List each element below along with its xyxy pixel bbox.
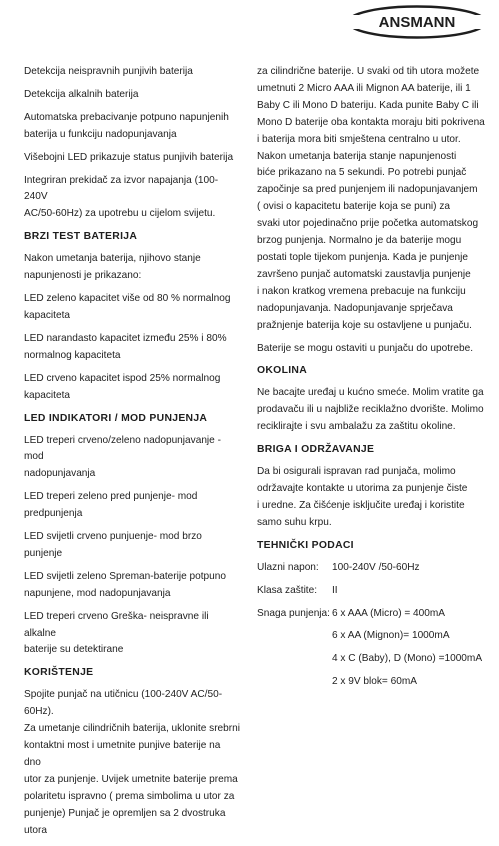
feature-item: Detekcija alkalnih baterija bbox=[24, 88, 139, 100]
spec-label: Snaga punjenja: bbox=[257, 607, 330, 619]
paragraph: Nakon umetanja baterija, njihovo stanje napunjenosti je prikazano: bbox=[24, 253, 201, 282]
spec-label: Klasa zaštite: bbox=[257, 584, 318, 596]
spec-value: 2 x 9V blok= 60mA bbox=[332, 676, 418, 688]
spec-value: 4 x C (Baby), D (Mono) =1000mA bbox=[332, 653, 483, 665]
paragraph: LED zeleno kapacitet više od 80 % normalnog kapaciteta bbox=[24, 293, 231, 321]
paragraph: Spojite punjač na utičnicu (100-240V AC/50-60Hz). Za umetanje cilindričnih baterija, uklonite srebrni kontaktni most i umetnite punjive baterije na dno utor za punjenje. Uvijek umetnite baterije prema polaritetu ispravno ( prema simbolima u utor za punjenje) Punjač je opremljen sa 2 dvostruka utora bbox=[24, 689, 241, 836]
section-heading-tehnicki: TEHNIČKI PODACI bbox=[257, 539, 354, 551]
paragraph: LED svijetli zeleno Spreman-baterije potpuno napunjene, mod nadopunjavanja bbox=[24, 570, 226, 599]
paragraph: Da bi osigurali ispravan rad punjača, molimo održavajte kontakte u utorima za punjenje čiste i uredne. Za čišćenje isključite uređaj i koristite samo suhu krpu. bbox=[257, 466, 468, 528]
right-column bbox=[257, 64, 485, 697]
paragraph: LED treperi zeleno pred punjenje- mod predpunjenja bbox=[24, 491, 198, 520]
section-heading-brzi-test: BRZI TEST BATERIJA bbox=[24, 231, 138, 243]
paragraph: LED treperi crveno Greška- neispravne ili alkalne baterije su detektirane bbox=[24, 610, 209, 656]
spec-table bbox=[257, 560, 485, 691]
feature-item: Automatska prebacivanje potpuno napunjenih baterija u funkciju nadopunjavanja bbox=[24, 111, 229, 140]
ansmann-logo bbox=[344, 4, 490, 40]
section-heading-briga: BRIGA I ODRŽAVANJE bbox=[257, 444, 375, 456]
paragraph: LED treperi crveno/zeleno nadopunjavanje - mod nadopunjavanja bbox=[24, 434, 221, 480]
paragraph: Ne bacajte uređaj u kućno smeće. Molim vratite ga prodavaču ili u najbliže reciklažno dvorište. Molimo reciklirajte i svu ambalažu za zaštitu okoline. bbox=[257, 387, 484, 433]
feature-item: Detekcija neispravnih punjivih baterija bbox=[24, 66, 193, 77]
left-column bbox=[24, 64, 240, 846]
paragraph: Baterije se mogu ostaviti u punjaču do upotrebe. bbox=[257, 342, 474, 354]
spec-label: Ulazni napon: bbox=[257, 561, 319, 573]
section-heading-okolina: OKOLINA bbox=[257, 365, 308, 377]
paragraph: LED crveno kapacitet ispod 25% normalnog kapaciteta bbox=[24, 372, 221, 401]
spec-row-ulazni-napon bbox=[257, 560, 485, 577]
paragraph: za cilindrične baterije. U svaki od tih utora možete umetnuti 2 Micro AAA ili Mignon AA baterije, ili 1 Baby C ili Mono D bateriju. Kada punite Baby C ili Mono D baterije oba kontakta moraju biti pokrivena i baterija mora biti smještena centralno u utor. Nakon umetanja baterija stanje napunjenosti biće prikazano na 5 sekundi. Po potrebi punjač započinje sa pred punjenjem ili nadopunjavanjem ( ovisi o kapacitetu baterije koja se puni) za svaki utor pojedinačno prije početka automatskog brzog punjenja. Normalno je da baterije mogu postati tople tijekom punjenja. Kada je punjenje završeno punjač automatski zaustavlja punjenje i nakon kratkog vremena prebacuje na funkciju nadopunjavanja. Nadopunjavanje sprječava pražnjenje baterija koje su ostavljene u punjaču. bbox=[257, 66, 485, 331]
svg-text:ANSMANN: ANSMANN bbox=[378, 14, 456, 31]
paragraph: LED svijetli crveno punjuenje- mod brzo punjenje bbox=[24, 531, 202, 559]
spec-values bbox=[332, 606, 482, 692]
feature-item: Integriran prekidač za izvor napajanja (100-240V AC/50-60Hz) za upotrebu u cijelom svijetu. bbox=[24, 174, 219, 220]
section-heading-led-indikatori: LED INDIKATORI / MOD PUNJENJA bbox=[24, 412, 208, 424]
spec-row-snaga-punjenja bbox=[257, 606, 485, 692]
section-heading-koristenje: KORIŠTENJE bbox=[24, 667, 94, 679]
feature-item: Višebojni LED prikazuje status punjivih baterija bbox=[24, 151, 234, 163]
spec-value: II bbox=[332, 584, 338, 596]
paragraph: LED narandasto kapacitet između 25% i 80% normalnog kapaciteta bbox=[24, 332, 227, 361]
spec-value: 6 x AAA (Micro) = 400mA bbox=[332, 607, 446, 619]
spec-value: 100-240V /50-60Hz bbox=[332, 561, 420, 573]
spec-value: 6 x AA (Mignon)= 1000mA bbox=[332, 630, 450, 642]
spec-row-klasa-zastite bbox=[257, 583, 485, 600]
